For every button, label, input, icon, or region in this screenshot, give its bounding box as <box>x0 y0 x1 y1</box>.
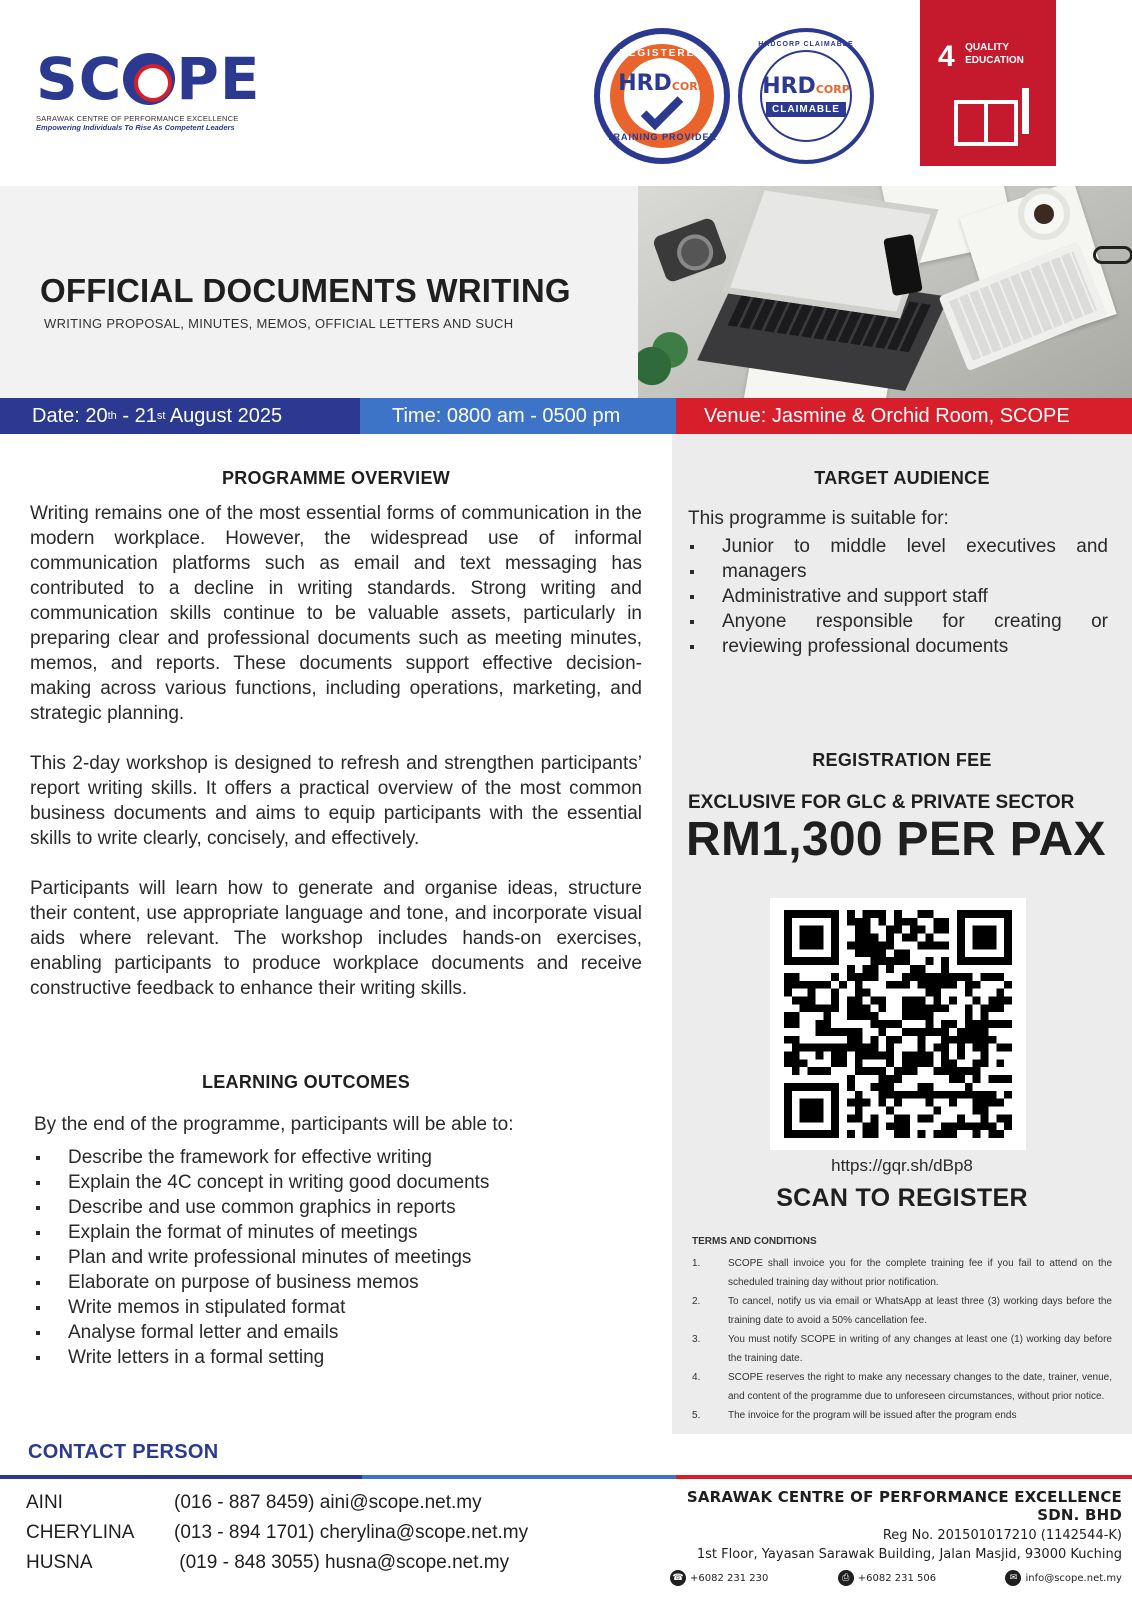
scan-to-register-label: SCAN TO REGISTER <box>776 1184 1028 1212</box>
event-info-bar <box>0 398 1132 434</box>
desk-photo <box>638 186 1132 398</box>
company-email[interactable]: ✉ info@scope.net.my <box>1005 1570 1122 1586</box>
badge-claimable-ring: HRDCORP CLAIMABLE <box>758 41 854 48</box>
email-icon: ✉ <box>1005 1570 1021 1586</box>
fee-heading: REGISTRATION FEE <box>812 750 992 770</box>
company-reg: Reg No. 201501017210 (1142544-K) <box>882 1528 1122 1543</box>
contact-heading: CONTACT PERSON <box>28 1441 219 1463</box>
contact-row <box>26 1518 528 1548</box>
page-title: OFFICIAL DOCUMENTS WRITING <box>40 272 571 309</box>
overview-paragraph: Participants will learn how to generate and organise ideas, structure their content, use appropriate language and tone, and incorporate visual aids where relevant. The workshop includes hands-on exercises, enabling participants to produce workplace documents and receive constructive feedback to enhance their writing skills. <box>30 878 642 999</box>
audience-heading: TARGET AUDIENCE <box>814 468 990 488</box>
list-item: Junior to middle level executives and <box>688 534 1108 559</box>
coffee-cup-icon <box>1018 188 1070 240</box>
logo-tagline: Empowering Individuals To Rise As Competent Leaders <box>36 123 235 132</box>
list-item: Write letters in a formal setting <box>34 1345 634 1370</box>
contact-name: AINI <box>26 1492 63 1513</box>
fax-icon: ⎙ <box>838 1570 854 1586</box>
logo-wordmark <box>36 45 266 113</box>
contact-list <box>26 1488 528 1578</box>
badge-registered-top: REGISTERED <box>619 48 705 59</box>
logo-letters-pe: PE <box>176 45 261 113</box>
company-fax[interactable]: ⎙ +6082 231 506 <box>838 1570 936 1586</box>
pencil-icon <box>1022 88 1029 134</box>
audience-list <box>688 534 1108 659</box>
list-item: Elaborate on purpose of business memos <box>34 1270 634 1295</box>
badge-claimable-brand: HRDCORP <box>762 73 850 99</box>
contact-row <box>26 1488 528 1518</box>
sdg-quality-education-tile <box>920 0 1056 166</box>
contact-row <box>26 1548 528 1578</box>
overview-paragraph: This 2-day workshop is designed to refresh and strengthen participants’ report writing skills. It offers a practical overview of the most common business documents and aims to equip participants with the essential skills to write clearly, concisely, and effectively. <box>30 753 642 849</box>
overview-body <box>30 501 642 1001</box>
registration-url[interactable]: https://gqr.sh/dBp8 <box>831 1156 973 1175</box>
list-item: Describe the framework for effective writing <box>34 1145 634 1170</box>
list-item-continued: reviewing professional documents <box>688 634 1108 659</box>
list-item: 2. To cancel, notify us via email or WhatsApp at least three (3) working days before the training date to avoid a 50% cancellation fee. <box>692 1296 1112 1326</box>
badge-claimable-label: CLAIMABLE <box>766 102 846 117</box>
outcomes-list <box>34 1145 634 1370</box>
plant-icon <box>638 326 688 398</box>
sdg-number: 4 <box>938 40 955 73</box>
list-item: Analyse formal letter and emails <box>34 1320 634 1345</box>
badge-registered-brand: HRDCORP <box>618 71 706 96</box>
company-name: SARAWAK CENTRE OF PERFORMANCE EXCELLENCE SDN. BHD <box>686 1488 1122 1524</box>
list-item: Explain the 4C concept in writing good documents <box>34 1170 634 1195</box>
list-item: Anyone responsible for creating or <box>688 609 1108 634</box>
event-time: Time: 0800 am - 0500 pm <box>360 398 676 434</box>
outcomes-heading: LEARNING OUTCOMES <box>201 1072 411 1092</box>
glasses-icon <box>1093 246 1132 264</box>
list-item-continued: managers <box>688 559 1108 584</box>
list-item: Write memos in stipulated format <box>34 1295 634 1320</box>
company-contacts <box>660 1570 1122 1586</box>
qr-code-icon <box>784 910 1012 1138</box>
registration-qr-code[interactable] <box>770 898 1026 1150</box>
contact-detail[interactable]: (013 - 894 1701) cherylina@scope.net.my <box>174 1522 529 1543</box>
terms-list <box>692 1254 1112 1425</box>
footer-divider <box>0 1475 1132 1479</box>
company-info <box>660 1488 1122 1586</box>
overview-heading: PROGRAMME OVERVIEW <box>221 468 451 488</box>
list-item: 5. The invoice for the program will be issued after the program ends <box>692 1410 1017 1421</box>
contact-detail[interactable]: (016 - 887 8459) aini@scope.net.my <box>174 1492 482 1513</box>
logo-letters-sc: SC <box>36 45 123 113</box>
contact-detail[interactable]: (019 - 848 3055) husna@scope.net.my <box>174 1552 510 1573</box>
terms-heading: TERMS AND CONDITIONS <box>692 1236 817 1247</box>
contact-name: CHERYLINA <box>26 1522 135 1543</box>
hrdcorp-claimable-badge <box>738 28 874 164</box>
list-item: Explain the format of minutes of meetings <box>34 1220 634 1245</box>
list-item: Describe and use common graphics in reports <box>34 1195 634 1220</box>
phone-icon: ☎ <box>670 1570 686 1586</box>
fee-price: RM1,300 PER PAX <box>686 813 1106 866</box>
company-phone[interactable]: ☎ +6082 231 230 <box>670 1570 768 1586</box>
list-item: Plan and write professional minutes of meetings <box>34 1245 634 1270</box>
logo-subtitle: SARAWAK CENTRE OF PERFORMANCE EXCELLENCE <box>36 114 239 123</box>
book-icon <box>954 92 1016 140</box>
hrdcorp-registered-badge <box>594 28 730 164</box>
contact-name: HUSNA <box>26 1552 93 1573</box>
badge-registered-bottom: TRAINING PROVIDER <box>606 132 717 142</box>
event-date: Date: 20 th - 21 st August 2025 <box>0 398 360 434</box>
overview-paragraph: Writing remains one of the most essential forms of communication in the modern workplace. However, the widespread use of informal communication platforms such as email and text messaging has contributed to a decline in writing standards. Strong writing and communication skills continue to be valuable assets, particularly in preparing clear and professional documents such as meeting minutes, memos, and reports. These documents support effective decision-making across various functions, including operations, marketing, and strategic planning. <box>30 503 642 724</box>
list-item: Administrative and support staff <box>688 584 1108 609</box>
list-item: 4. SCOPE reserves the right to make any necessary changes to the date, trainer, venue, and content of the programme due to unforeseen circumstances, without prior notice. <box>692 1372 1112 1402</box>
list-item: 3. You must notify SCOPE in writing of any changes at least one (1) working day before the training date. <box>692 1334 1112 1364</box>
event-venue: Venue: Jasmine & Orchid Room, SCOPE <box>676 398 1132 434</box>
audience-intro: This programme is suitable for: <box>688 508 949 529</box>
fee-exclusive-label: EXCLUSIVE FOR GLC & PRIVATE SECTOR <box>688 792 1075 813</box>
sdg-label: QUALITY EDUCATION <box>965 42 1024 66</box>
list-item: 1. SCOPE shall invoice you for the complete training fee if you fail to attend on the scheduled training day without prior notification. <box>692 1258 1112 1288</box>
globe-icon <box>123 53 175 105</box>
outcomes-intro: By the end of the programme, participants will be able to: <box>34 1114 514 1135</box>
company-address: 1st Floor, Yayasan Sarawak Building, Jalan Masjid, 93000 Kuching <box>696 1547 1122 1562</box>
page-subtitle: WRITING PROPOSAL, MINUTES, MEMOS, OFFICIAL LETTERS AND SUCH <box>44 316 514 331</box>
scope-logo <box>36 45 266 132</box>
